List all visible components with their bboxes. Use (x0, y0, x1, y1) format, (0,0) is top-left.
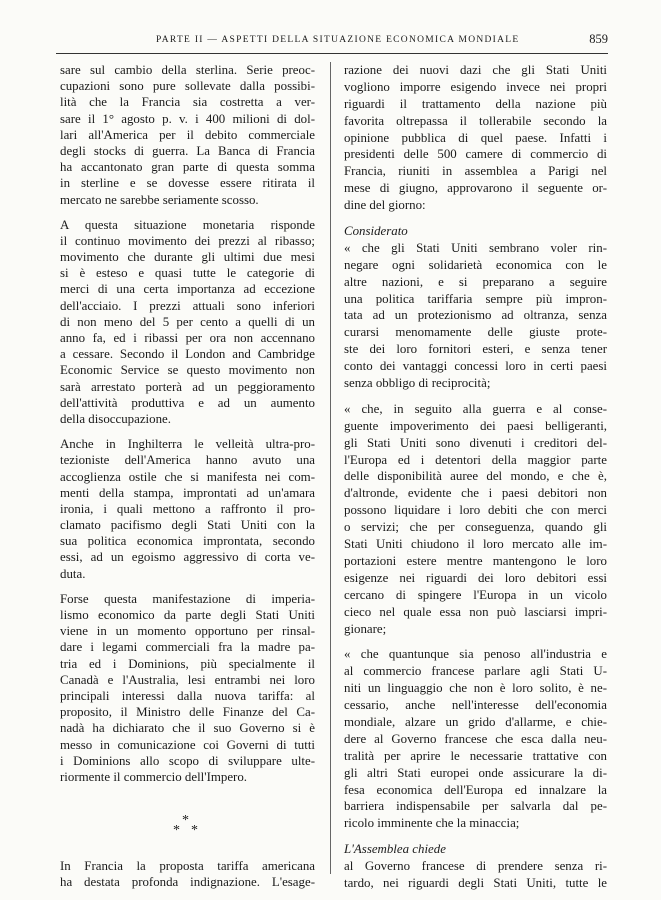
clause-line: altre nazioni, e si preparano a seguire (344, 274, 607, 289)
paragraph-line: anno fa, ed i ribassi per ora non accennano (60, 331, 315, 345)
paragraph-line: dell'attività produttiva e ad un aumento (60, 395, 315, 410)
paragraph-line: principali interessi dalla nuova tariffa: al (60, 688, 315, 703)
clause-line: delle disponibilità auree del mondo, e che è, (344, 469, 607, 484)
clause-line: conto dei vantaggi concessi loro in certi paesi (344, 359, 607, 374)
clause-line: guente impoverimento dei paesi belligeranti, (344, 418, 607, 433)
clause-line: negare ogni solidarietà economica con le (344, 257, 607, 272)
clause-line: una politica tariffaria sempre più impron- (344, 291, 607, 306)
paragraph-line: accoglienza ostile che si manifesta nei com- (60, 469, 315, 484)
paragraph-gap (60, 208, 315, 217)
paragraph-line: Anche in Inghilterra le velleità ultra-pro- (60, 437, 315, 452)
clause-line: cercano di spingere l'Europa in un vicolo (344, 587, 607, 602)
paragraph-line: viene in un momento opportuno per rinsal- (60, 624, 315, 639)
clause-line: « che gli Stati Uniti sembrano voler rin- (344, 240, 607, 255)
clause-line: gli altri Stati europei onde assicurare la di- (344, 765, 607, 780)
clause-line: « che, in seguito alla guerra e al conse- (344, 401, 607, 416)
section-heading: L'Assemblea chiede (344, 842, 446, 857)
paragraph-line: sua politica economica improntata, secondo (60, 534, 315, 549)
asterism-separator (60, 809, 315, 849)
running-header (56, 32, 608, 50)
paragraph-line: A questa situazione monetaria risponde (60, 217, 315, 232)
clause-line: fesa economica dell'Europa ed innalzare la (344, 782, 607, 797)
paragraph-line: sarà arrestato porterà ad un peggioramento (60, 379, 315, 394)
clause-line: senza obbligo di reciprocità; (344, 376, 491, 391)
paragraph-line: ha accantonato gran parte di questa somma (60, 160, 315, 175)
paragraph-line: nadà ha dichiarato che il suo Governo si è (60, 721, 315, 736)
paragraph-line: presidenti delle 500 camere di commercio di (344, 147, 607, 162)
paragraph-line: ironia, i quali mettono a raffronto il pro- (60, 501, 315, 516)
paragraph-line: In Francia la proposta tariffa americana (60, 859, 315, 874)
clause-line: portazioni estere mentre mantengono le loro (344, 553, 607, 568)
paragraph-line: dine del giorno: (344, 198, 426, 213)
paragraph-line: clamato pacifismo degli Stati Uniti con la (60, 518, 315, 533)
asterisk: * (182, 813, 189, 829)
paragraph-line: merci di una certa importanza ad eccezione (60, 282, 315, 297)
clause-line: tata ad un protezionismo ad oltranza, senza (344, 308, 607, 323)
paragraph-line: lità che la Francia sia costretta a ver- (60, 95, 315, 110)
paragraph-line: mercato ne sarebbe seriamente scosso. (60, 192, 259, 207)
paragraph-gap (344, 392, 607, 401)
clause-line: possono liquidare i loro debiti che con merci (344, 503, 607, 518)
clause-line: cessario, anche nell'interesse dell'economia (344, 698, 607, 713)
clause-line: ricolo imminente che la minaccia; (344, 816, 520, 831)
paragraph-line: Economic Service se questo movimento non (60, 363, 315, 378)
clause-line: tralità per aprire le necessarie trattative con (344, 748, 607, 763)
paragraph-line: essi, ad un egoismo aggressivo di corta ve- (60, 550, 315, 565)
clause-line: al Governo francese di prendere senza ri- (344, 859, 607, 874)
page-number: 859 (589, 32, 608, 46)
clause-line: cieco nel quale essa non può lasciarsi impri- (344, 604, 607, 619)
paragraph-line: sare il 1° agosto p. v. i 400 milioni di dol- (60, 111, 315, 126)
paragraph-line: di non meno del 5 per cento a quelli di un (60, 314, 315, 329)
paragraph-line: i Dominions allo scopo di sviluppare ulte- (60, 753, 315, 768)
paragraph-gap (344, 832, 607, 841)
paragraph-line: tria ed i Dominions, più specialmente il (60, 656, 315, 671)
clause-line: l'Europa ed i detentori della maggior parte (344, 452, 607, 467)
paragraph-line: si è esteso e quasi tutte le categorie di (60, 266, 315, 281)
clause-line: gli Stati Uniti sono divenuti i creditori del- (344, 435, 607, 450)
clause-line: « che quantunque sia penoso all'industria e (344, 647, 607, 662)
paragraph-line: razione dei nuovi dazi che gli Stati Uniti (344, 63, 607, 77)
paragraph-gap (344, 214, 607, 223)
column-divider (330, 62, 331, 874)
clause-line: niti un linguaggio che non è loro solito, è ne- (344, 681, 607, 696)
paragraph-line: lari all'America per il debito commerciale (60, 127, 315, 142)
paragraph-line: vogliono imporre esigendo invece nei propri (344, 79, 607, 94)
paragraph-line: riguardi il trattamento della nazione più (344, 96, 607, 111)
paragraph-line: proposito, il Ministro delle Finanze del Ca- (60, 705, 315, 720)
paragraph-line: cupazioni sono pure sollevate dalla possibi- (60, 79, 315, 94)
paragraph-gap (344, 637, 607, 646)
paragraph-line: a cessare. Secondo il London and Cambridge (60, 347, 315, 362)
paragraph-line: tezioniste dell'America hanno avuto una (60, 453, 315, 468)
clause-line: curarsi menomamente delle giuste prote- (344, 325, 607, 340)
paragraph-line: duta. (60, 566, 86, 581)
paragraph-line: menti della stampa, improntati ad un'amara (60, 485, 315, 500)
paragraph-gap (60, 849, 315, 858)
paragraph-line: il continuo movimento dei prezzi al ribasso; (60, 233, 315, 248)
clause-line: esigenze nei riguardi dei loro debitori essi (344, 570, 607, 585)
paragraph-line: dell'acciaio. I prezzi attuali sono inferiori (60, 298, 315, 313)
paragraph-line: degli stocks di guerra. La Banca di Francia (60, 143, 315, 158)
paragraph-line: in sterline e se dovesse essere ritirata il (60, 176, 315, 191)
asterisk: * (173, 823, 180, 839)
running-title: PARTE II — ASPETTI DELLA SITUAZIONE ECONOMICA MONDIALE (156, 35, 520, 45)
clause-line: al commercio francese parlare agli Stati U- (344, 664, 607, 679)
paragraph-line: mese di giugno, approvarono il seguente or- (344, 181, 607, 196)
right-column (344, 62, 607, 892)
paragraph-line: movimento che durante gli ultimi due mesi (60, 250, 315, 265)
paragraph-line: messo in comunicazione coi Governi di tutti (60, 737, 315, 752)
paragraph-line: opinione pubblica di quel paese. Infatti i (344, 130, 607, 145)
clause-line: d'altronde, evidente che i paesi debitori non (344, 486, 607, 501)
clause-line: mondiale, alzare un grido d'allarme, e chie- (344, 714, 607, 729)
paragraph-line: lismo economico da parte degli Stati Uniti (60, 608, 315, 622)
paragraph-line: dare i legami commerciali fra la madre pa- (60, 640, 315, 655)
header-rule (56, 53, 608, 54)
clause-line: dere al Governo francese che esca dalla neu- (344, 731, 607, 746)
clause-line: ste dei loro fornitori esteri, e senza tener (344, 342, 607, 357)
asterisk: * (191, 823, 198, 839)
paragraph-line: sare sul cambio della sterlina. Serie preoc- (60, 63, 315, 77)
left-column (60, 62, 315, 890)
paragraph-line: riormente il commercio dell'Impero. (60, 769, 248, 784)
clause-line: tardo, nei riguardi degli Stati Uniti, tutte le (344, 875, 607, 890)
paragraph-gap (60, 427, 315, 436)
paragraph-line: ha destata profonda indignazione. L'esage- (60, 875, 315, 890)
paragraph-line: favorita oltrepassa il tollerabile secondo la (344, 113, 607, 128)
clause-line: Stati Uniti chiudono il loro mercato alle im- (344, 537, 607, 552)
section-heading: Considerato (344, 224, 408, 239)
clause-line: barriera indispensabile per salvarla dal pe- (344, 799, 607, 814)
paragraph-gap (60, 582, 315, 591)
paragraph-line: Francia, riuniti in assemblea a Parigi nel (344, 164, 607, 179)
paragraph-line: Canadà e l'Australia, lesi entrambi nei loro (60, 672, 315, 687)
paragraph-line: della disoccupazione. (60, 411, 171, 426)
clause-line: o servizi; che per conseguenza, quando gli (344, 520, 607, 535)
paragraph-line: Forse questa manifestazione di imperia- (60, 591, 315, 606)
clause-line: gionare; (344, 621, 387, 636)
